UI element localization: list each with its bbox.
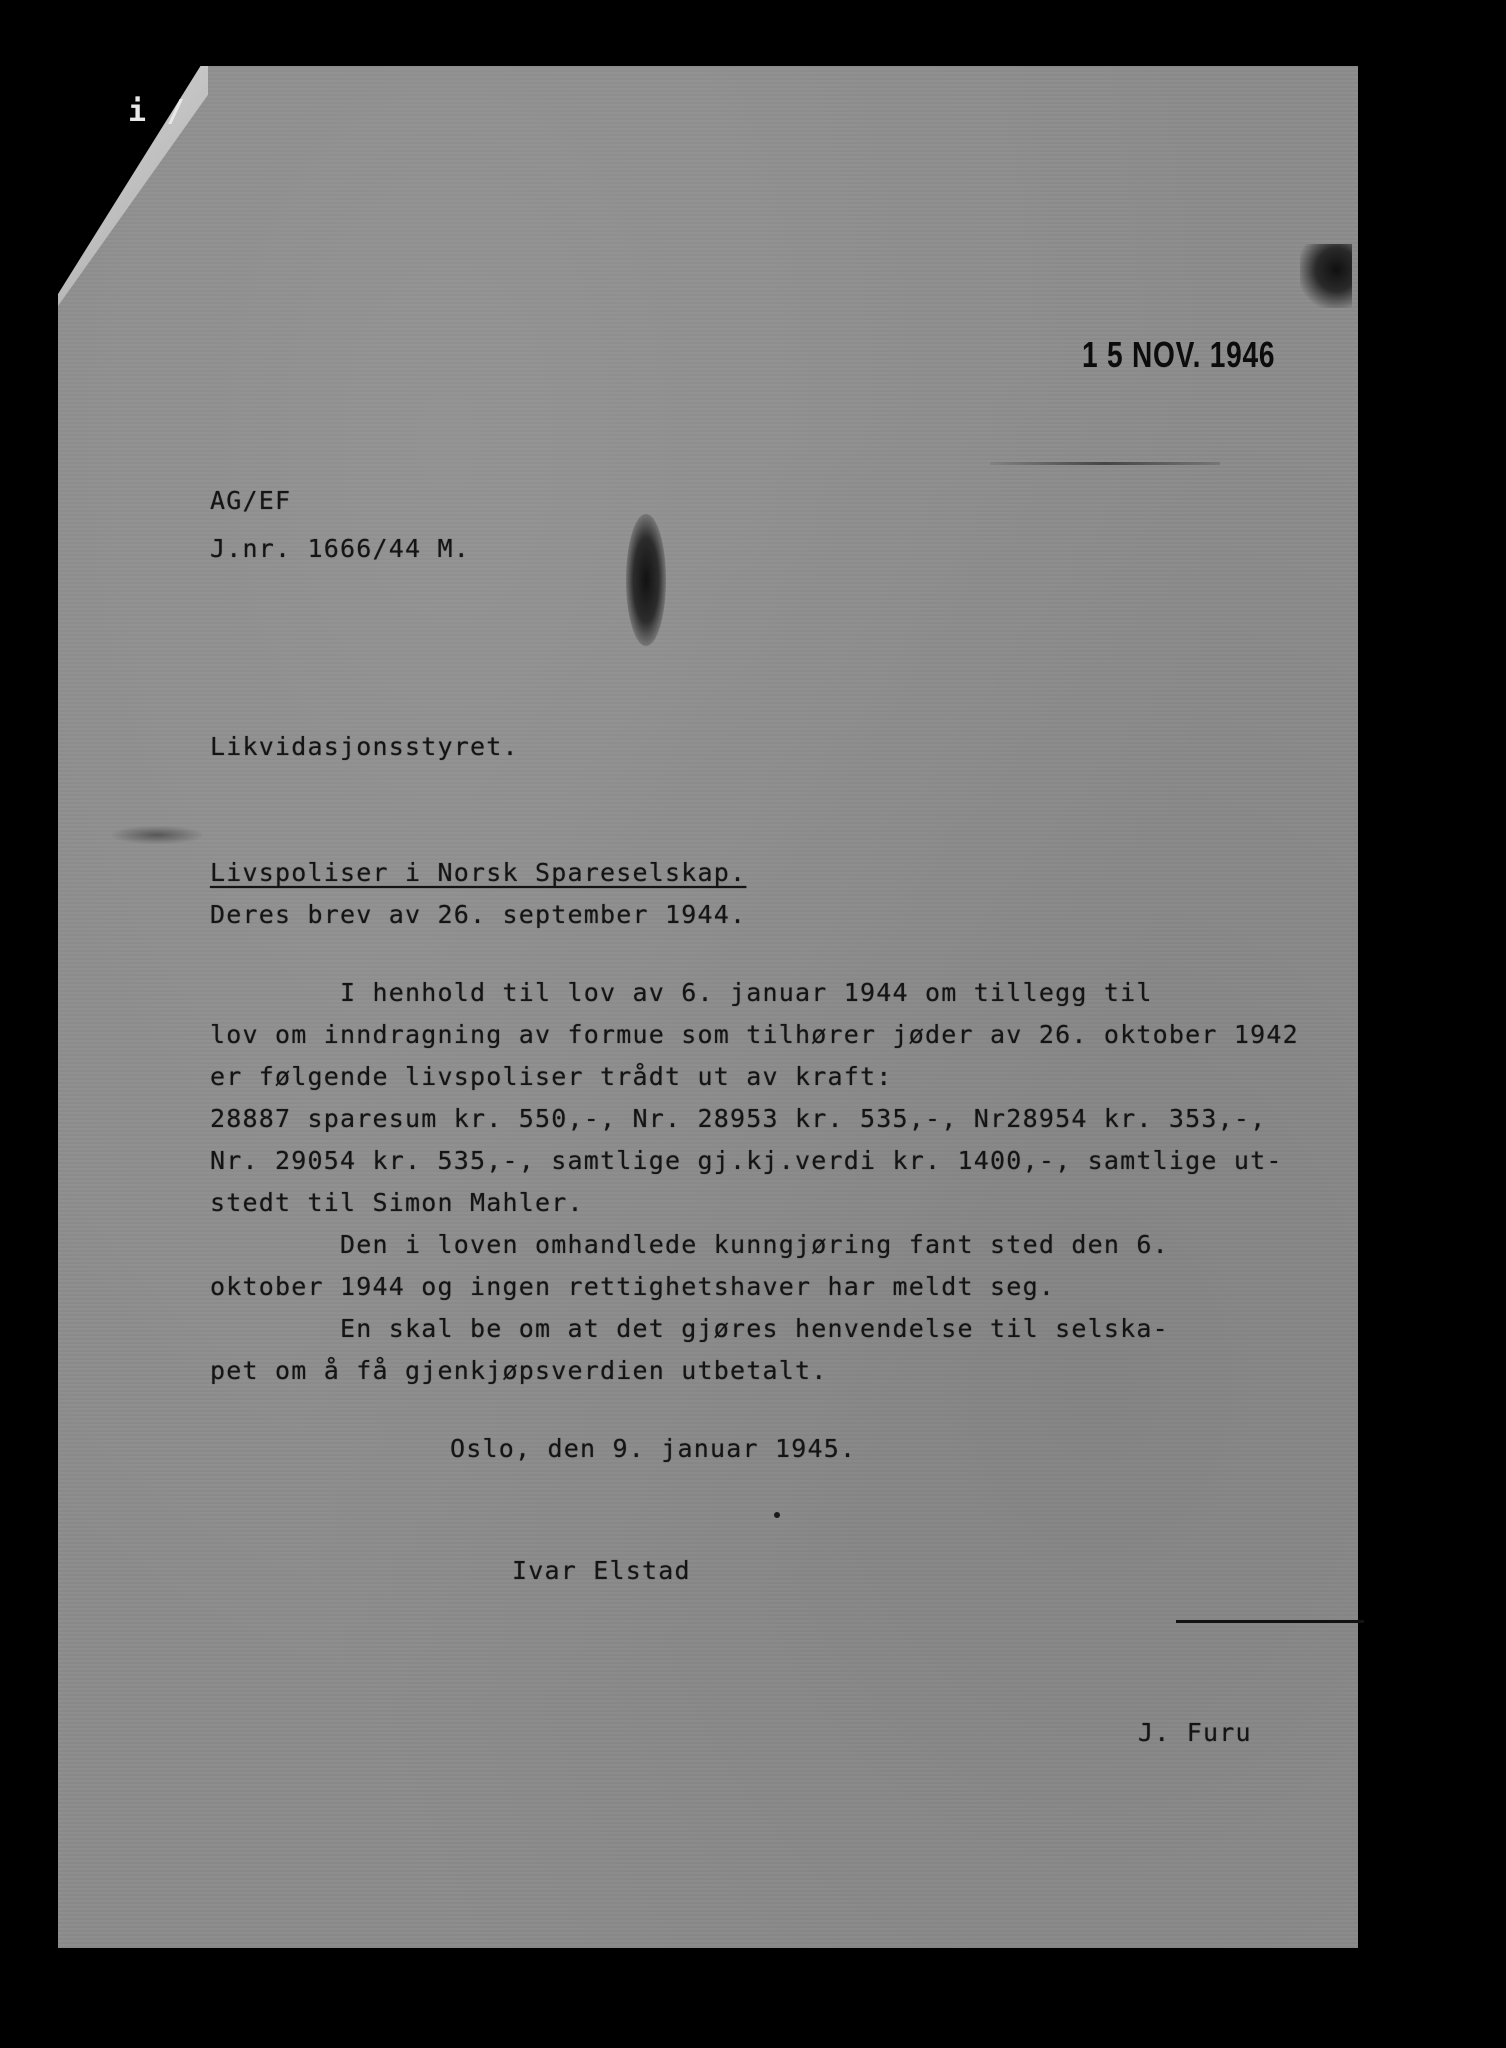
body-line: stedt til Simon Mahler. xyxy=(210,1188,584,1217)
body-line: oktober 1944 og ingen rettighetshaver har meldt seg. xyxy=(210,1272,1056,1301)
corner-marks: i / xyxy=(128,94,186,129)
recipient: Likvidasjonsstyret. xyxy=(210,732,519,761)
smudge-mark xyxy=(112,826,202,844)
body-line: I henhold til lov av 6. januar 1944 om tillegg til xyxy=(210,978,1153,1007)
body-line: pet om å få gjenkjøpsverdien utbetalt. xyxy=(210,1356,828,1385)
journal-number: J.nr. 1666/44 M. xyxy=(210,534,471,563)
body-line: Den i loven omhandlede kunngjøring fant sted den 6. xyxy=(210,1230,1169,1259)
body-line: 28887 sparesum kr. 550,-, Nr. 28953 kr. 535,-, Nr28954 kr. 353,-, xyxy=(210,1104,1267,1133)
body-line: En skal be om at det gjøres henvendelse til selska- xyxy=(210,1314,1169,1343)
stamp-underline xyxy=(990,462,1220,465)
subject-line-1: Livspoliser i Norsk Spareselskap. xyxy=(210,858,747,887)
body-line: er følgende livspoliser trådt ut av kraft: xyxy=(210,1062,893,1091)
subject-line-2: Deres brev av 26. september 1944. xyxy=(210,900,747,929)
reference-initials: AG/EF xyxy=(210,486,292,515)
body-line: Nr. 29054 kr. 535,-, samtlige gj.kj.verdi kr. 1400,-, samtlige ut- xyxy=(210,1146,1283,1175)
place-and-date: Oslo, den 9. januar 1945. xyxy=(450,1434,857,1463)
signatory-name: Ivar Elstad xyxy=(512,1556,691,1585)
ink-blot xyxy=(626,514,666,646)
stamp-ink-blot xyxy=(1300,244,1352,308)
received-date-stamp: 1 5 NOV. 1946 xyxy=(1082,334,1276,375)
signature-line xyxy=(1176,1620,1364,1623)
body-line: lov om inndragning av formue som tilhører jøder av 26. oktober 1942 xyxy=(210,1020,1299,1049)
ink-dot xyxy=(774,1512,780,1518)
second-signatory-name: J. Furu xyxy=(1138,1718,1252,1747)
